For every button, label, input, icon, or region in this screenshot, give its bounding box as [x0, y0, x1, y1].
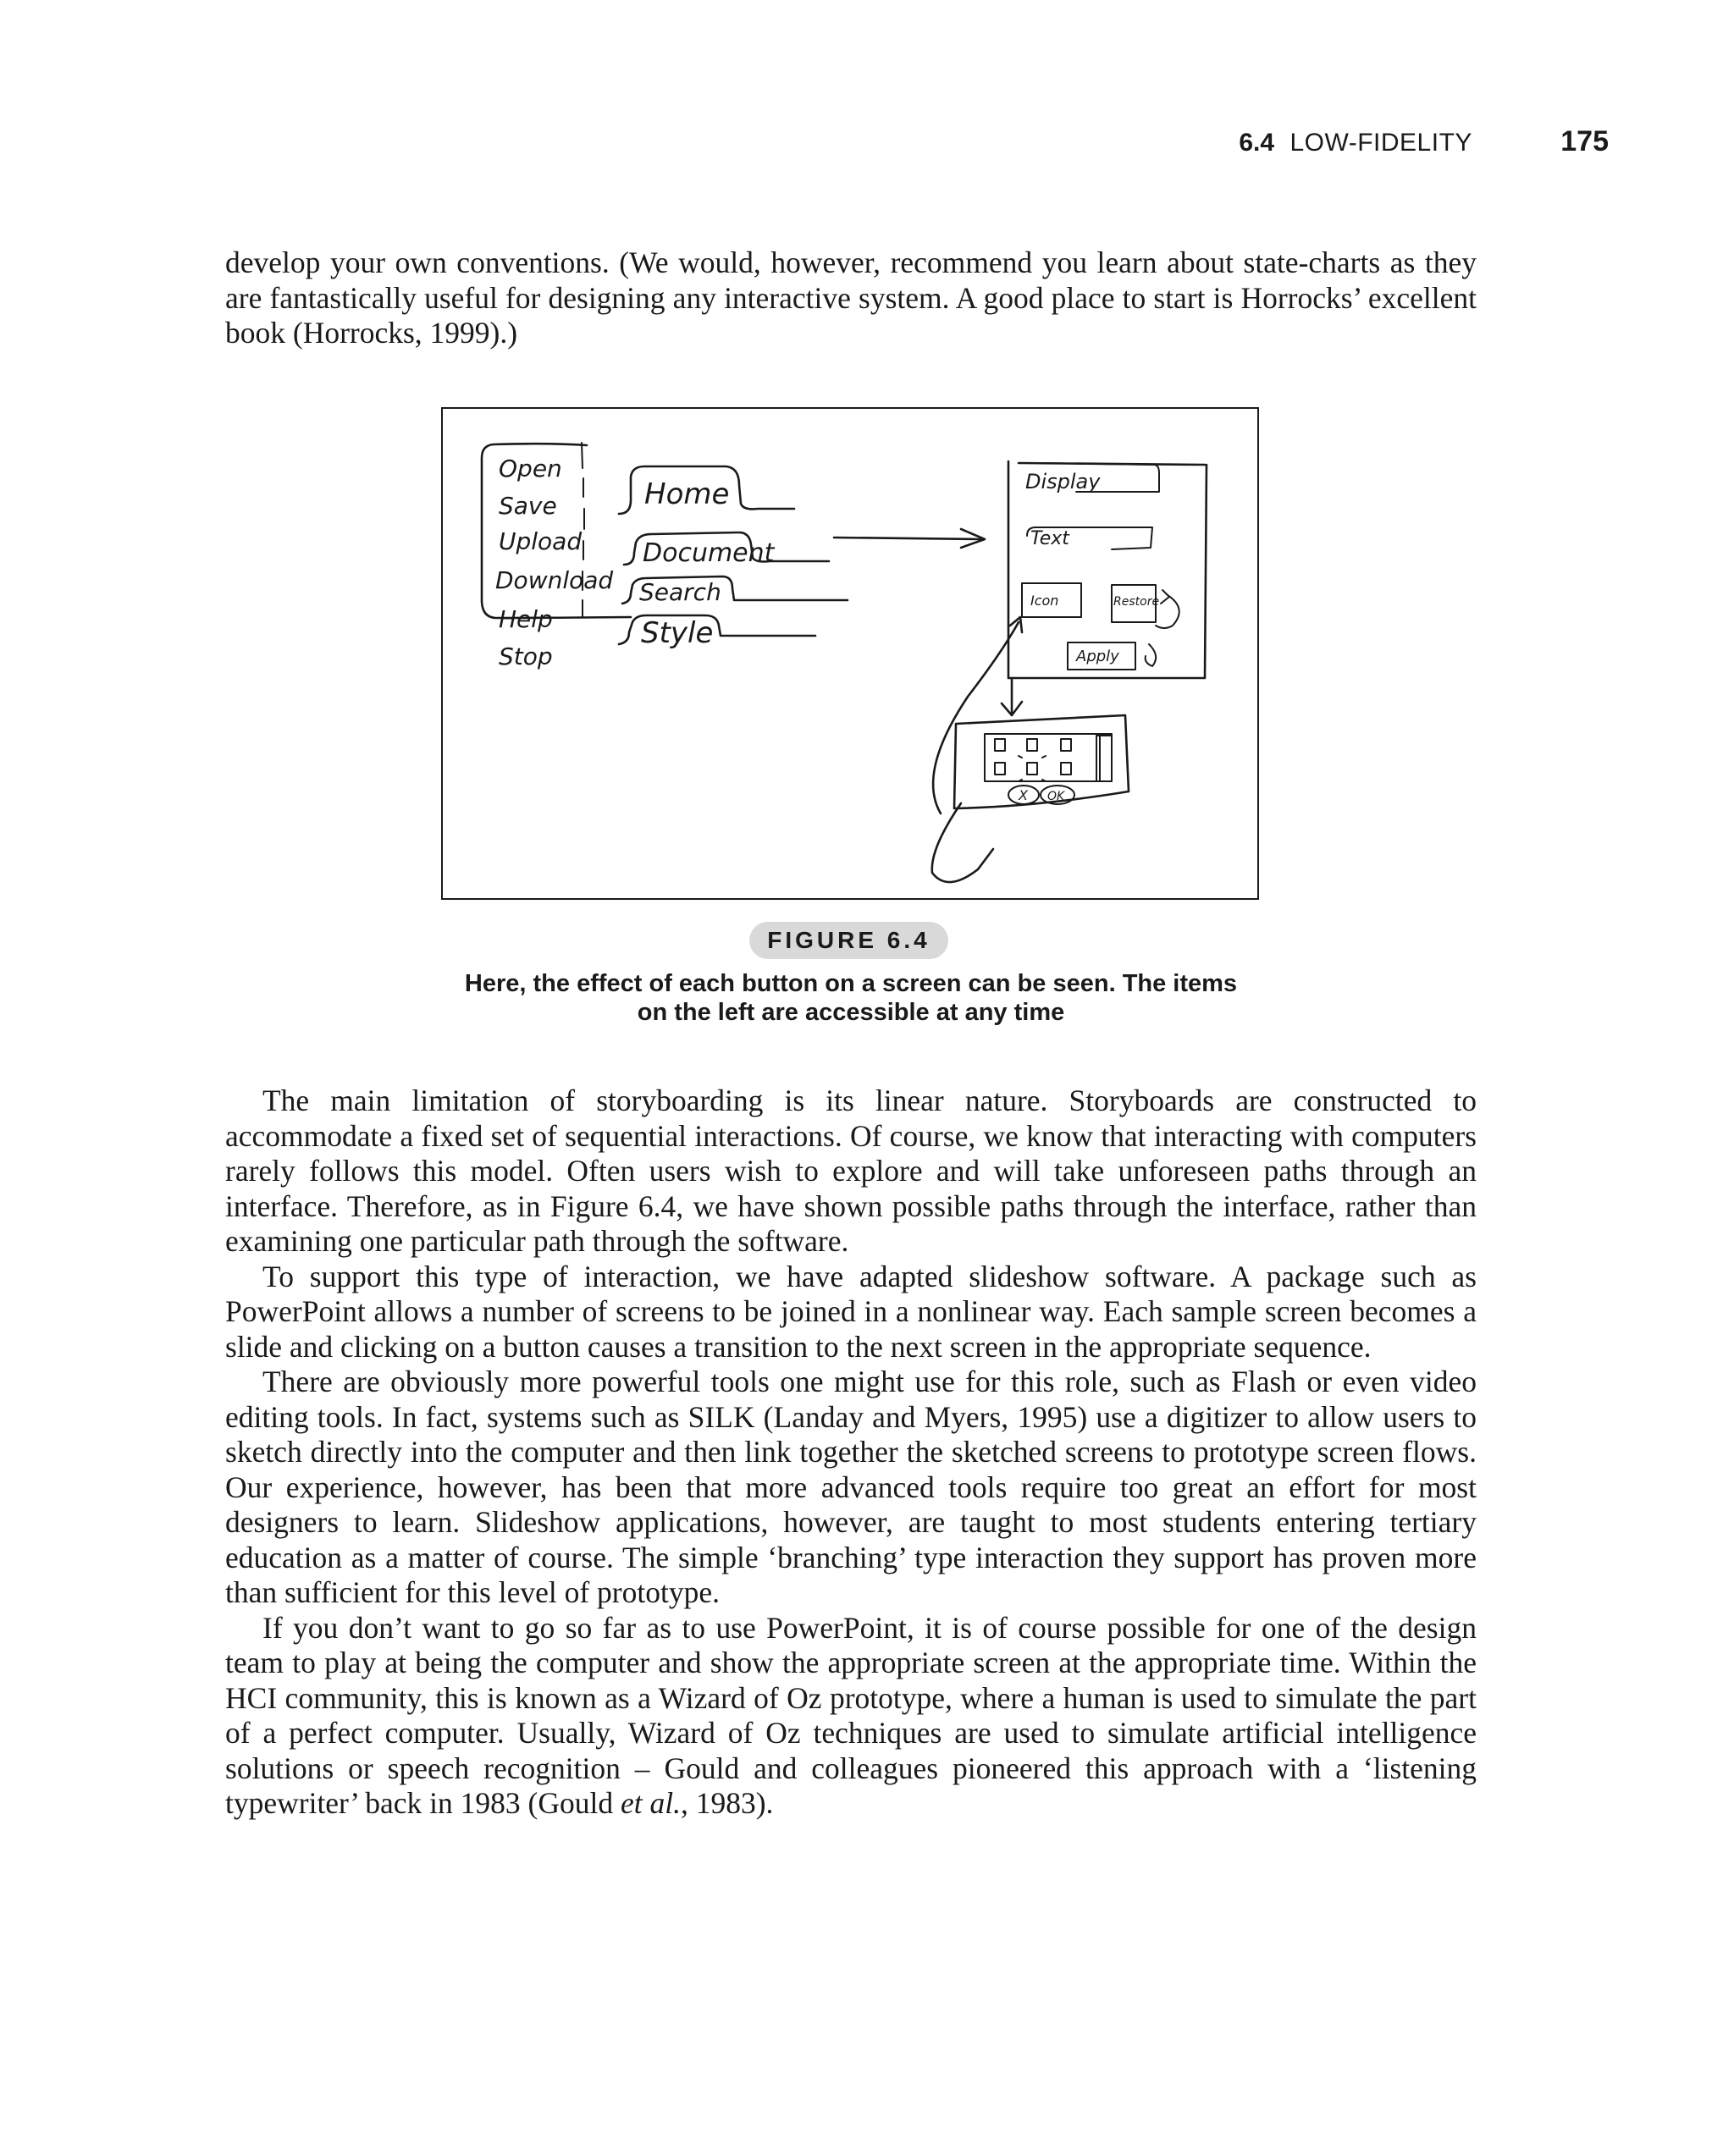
ok-button-label: OK: [1047, 790, 1065, 803]
paragraph-wizard-of-oz: [225, 1611, 1477, 1822]
apply-loop-icon: [1146, 644, 1157, 666]
figure-sketch: [441, 407, 1259, 900]
menu-item-stop: Stop: [499, 642, 553, 670]
scrollbar-outline: [1096, 736, 1112, 781]
section-title: LOW-FIDELITY: [1289, 129, 1472, 157]
figure-caption-line1: Here, the effect of each button on a screen can be seen. The items: [464, 970, 1238, 997]
restore-button-label: Restore: [1113, 595, 1160, 609]
menu-item-save: Save: [499, 492, 557, 520]
page-number: 175: [1560, 125, 1609, 157]
tab-document-label: Document: [643, 538, 775, 568]
return-path-line: [932, 622, 1019, 882]
paragraph-slideshow-software: To support this type of interaction, we have adapted slideshow software. A package such as PowerPoint allows a number of screens to be joined in a nonlinear way. Each sample screen becomes a slide and clicking on a button causes a transition to the next screen in the appropriate sequence.: [225, 1259, 1477, 1364]
menu-item-download: Download: [495, 566, 614, 594]
tab-home-label: Home: [644, 477, 730, 511]
paragraph-powerful-tools: There are obviously more powerful tools one might use for this role, such as Flash or even video editing tools. In fact, systems such as SILK (Landay and Myers, 1995) use a digitizer to allow users to sketch directly into the computer and then link together the sketched screens to prototype screen flows. Our experience, however, has been that more advanced tools require too great an effort for most designers to learn. Slideshow applications, however, are taught to most students entering tertiary education as a matter of course. The simple ‘branching’ type interaction they support has proven more than sufficient for this level of prototype.: [225, 1365, 1477, 1609]
paragraph-storyboard-limitation: The main limitation of storyboarding is its linear nature. Storyboards are constructed to accommodate a fixed set of sequential interactions. Of course, we know that interacting with computers rarely follows this model. Often users wish to explore and will take unforeseen paths through an interface. Therefore, as in Figure 6.4, we have shown possible paths through the interface, rather than examining one particular path through the software.: [225, 1084, 1477, 1258]
grid-icon-1: [995, 739, 1005, 751]
display-field-label: Display: [1025, 470, 1101, 494]
wizard-text-after: , 1983).: [680, 1786, 774, 1820]
tab-style-label: Style: [641, 616, 714, 650]
dialog-outline: [1008, 461, 1207, 678]
text-field-label: Text: [1030, 528, 1069, 549]
menu-item-open: Open: [499, 455, 562, 482]
section-number: 6.4: [1239, 129, 1275, 157]
menu-item-upload: Upload: [499, 527, 583, 555]
grid-icon-3: [1061, 739, 1071, 751]
wizard-text-before: If you don’t want to go so far as to use PowerPoint, it is of course possible for one of the design team to play at being the computer and show the appropriate screen at the appropriate time. Within the HCI community, this is known as a Wizard of Oz prototype, where a human is used to simulate the part of a perfect computer. Usually, Wizard of Oz techniques are used to simulate artificial intelligence solutions or speech recognition – Gould and colleagues pioneered this approach with a ‘listening typewriter’ back in 1983 (Gould: [225, 1610, 1477, 1820]
intro-paragraph: develop your own conventions. (We would, however, recommend you learn about state-charts as they are fantastically useful for designing any interactive system. A good place to start is Horrocks’ excellent book (Horrocks, 1999).): [225, 245, 1477, 350]
restore-loop-icon: [1156, 590, 1179, 628]
grid-icon-6: [1061, 763, 1071, 775]
cancel-x-button-label: X: [1019, 787, 1028, 803]
grid-icon-4: [995, 763, 1005, 775]
grid-icon-5-selected: [1027, 763, 1037, 775]
citation-et-al: et al.: [620, 1786, 681, 1820]
transition-arrow-line: [834, 538, 981, 539]
storyboard-sketch: [443, 409, 1261, 902]
figure-caption: [423, 969, 1278, 1027]
grid-icon-2: [1027, 739, 1037, 751]
main-text: [225, 1084, 1477, 1822]
icon-button-label: Icon: [1030, 593, 1059, 609]
figure-caption-line2: on the left are accessible at any time: [637, 999, 1065, 1026]
figure-label: FIGURE 6.4: [749, 922, 948, 959]
selection-sparkle-icon: [1019, 756, 1046, 781]
tab-search-label: Search: [639, 578, 721, 606]
menu-item-help: Help: [499, 605, 553, 633]
apply-button-label: Apply: [1076, 648, 1119, 665]
running-head: [1016, 125, 1609, 158]
down-arrow-icon: [1002, 678, 1022, 715]
